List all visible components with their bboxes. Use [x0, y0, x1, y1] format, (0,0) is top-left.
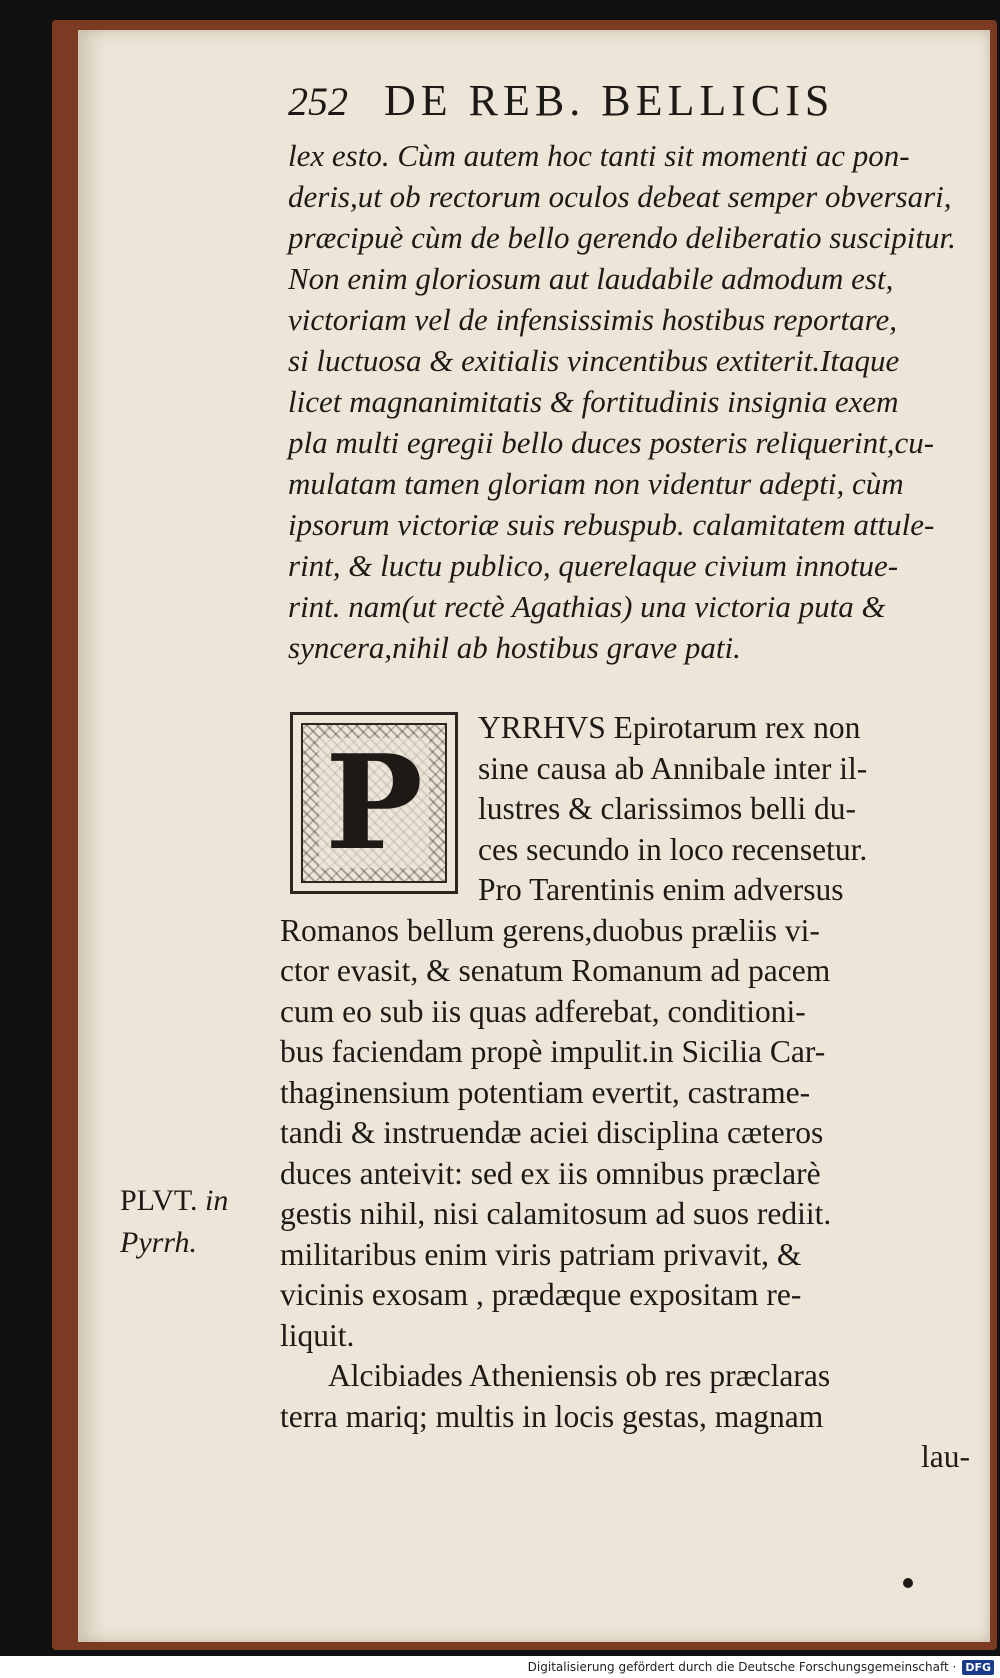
text-line: ipsorum victoriæ suis rebuspub. calamitatem attule-: [288, 507, 935, 542]
text-line: terra mariq; multis in locis gestas, magnam: [280, 1398, 824, 1434]
text-line: rint. nam(ut rectè Agathias) una victoria puta &: [288, 589, 886, 624]
text-line: Romanos bellum gerens,duobus præliis vi-: [280, 912, 820, 948]
text-line: rint, & luctu publico, querelaque civium innotue-: [288, 548, 899, 583]
text-line: tandi & instruendæ aciei disciplina cæteros: [280, 1115, 824, 1150]
margin-note-line: Pyrrh.: [120, 1226, 197, 1259]
text-line: ctor evasit, & senatum Romanum ad pacem: [280, 953, 831, 988]
text-line: victoriam vel de infensissimis hostibus reportare,: [288, 302, 898, 337]
page-dot: [903, 1578, 913, 1588]
text-line: duces anteivit: sed ex iis omnibus præclarè: [280, 1155, 821, 1191]
dfg-logo: DFG: [962, 1660, 994, 1675]
credit-text: Digitalisierung gefördert durch die Deutsche Forschungsgemeinschaft ·: [527, 1660, 957, 1674]
running-title: DE REB. BELLICIS: [384, 76, 835, 125]
page-number: 252: [288, 79, 348, 124]
italic-paragraph: [288, 135, 978, 668]
text-line: bus faciendam propè impulit.in Sicilia Car-: [280, 1034, 826, 1069]
text-line: si luctuosa & exitialis vincentibus extiterit.Itaque: [288, 343, 900, 378]
text-line: gestis nihil, nisi calamitosum ad suos rediit.: [280, 1196, 832, 1231]
text-line: præcipuè cùm de bello gerendo deliberatio suscipitur.: [288, 220, 956, 255]
margin-note: [120, 1180, 280, 1264]
text-line: Alcibiades Atheniensis ob res præclaras: [328, 1358, 831, 1393]
text-line: licet magnanimitatis & fortitudinis insignia exem: [288, 384, 899, 419]
text-line: thaginensium potentiam evertit, castrame-: [280, 1074, 811, 1110]
initial-letter: P: [319, 738, 429, 868]
text-line: syncera,nihil ab hostibus grave pati.: [288, 630, 741, 665]
text-line: lustres & clarissimos belli du-: [478, 791, 856, 826]
text-line: ces secundo in loco recensetur.: [478, 831, 868, 867]
text-line: mulatam tamen gloriam non videntur adepti, cùm: [288, 466, 904, 501]
margin-note-line: [120, 1180, 280, 1222]
text-line: liquit.: [280, 1317, 355, 1353]
text-line: vicinis exosam , prædæque expositam re-: [280, 1277, 802, 1312]
margin-note-prep: in: [205, 1184, 229, 1217]
credit-bar: [0, 1656, 1000, 1678]
page-header: [288, 75, 938, 135]
text-line: YRRHVS Epirotarum rex non: [478, 710, 861, 745]
decorated-initial: [290, 712, 458, 894]
text-line: Non enim gloriosum aut laudabile admodum est,: [288, 261, 894, 296]
text-line: cum eo sub iis quas adferebat, conditioni-: [280, 993, 806, 1029]
text-line: militaribus enim viris patriam privavit, &: [280, 1236, 802, 1272]
catchword: lau-: [921, 1439, 970, 1474]
text-line: Pro Tarentinis enim adversus: [478, 872, 844, 907]
text-line: sine causa ab Annibale inter il-: [478, 750, 868, 786]
margin-note-source: PLVT.: [120, 1184, 198, 1217]
text-line: deris,ut ob rectorum oculos debeat semper obversari,: [288, 179, 952, 214]
text-line: lex esto. Cùm autem hoc tanti sit momenti ac pon-: [288, 138, 910, 173]
text-line: pla multi egregii bello duces posteris reliquerint,cu-: [288, 425, 935, 460]
initial-ornament: [301, 723, 447, 883]
